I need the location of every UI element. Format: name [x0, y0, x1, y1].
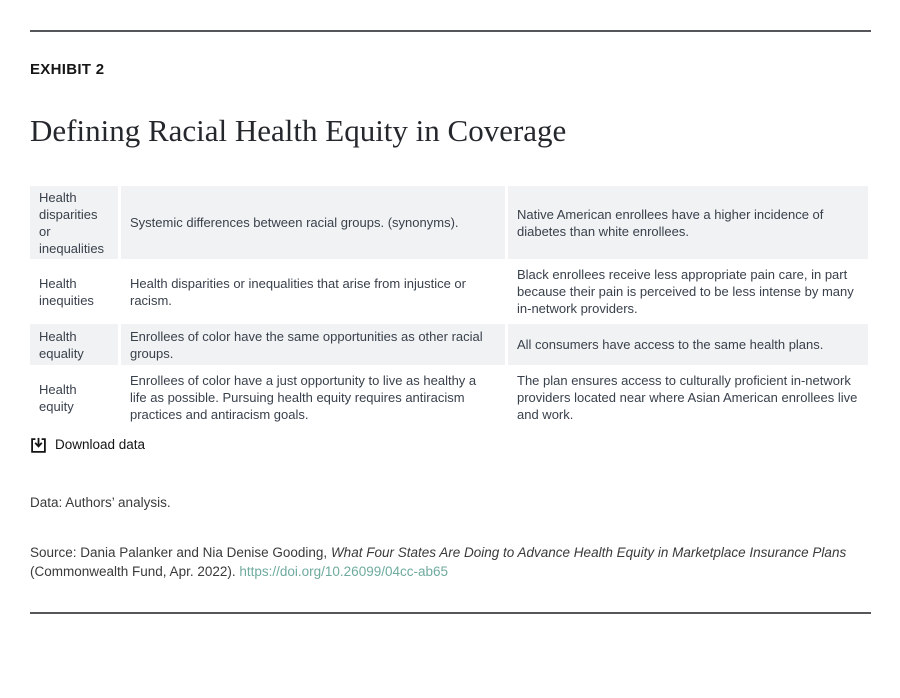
- source-publisher: (Commonwealth Fund, Apr. 2022).: [30, 563, 240, 579]
- example-cell: The plan ensures access to culturally proficient in-network providers located near where Asian American enrollees live and work.: [508, 368, 868, 427]
- term-cell: Health equality: [30, 324, 118, 365]
- download-tray-icon: [30, 437, 47, 454]
- exhibit-label: EXHIBIT 2: [30, 61, 105, 78]
- term-cell: Health disparities or inequalities: [30, 186, 118, 259]
- example-cell: All consumers have access to the same health plans.: [508, 324, 868, 365]
- exhibit-page: [0, 30, 900, 614]
- bottom-divider: [30, 612, 871, 614]
- term-cell: Health inequities: [30, 262, 118, 321]
- example-cell: Native American enrollees have a higher incidence of diabetes than white enrollees.: [508, 186, 868, 259]
- doi-link[interactable]: https://doi.org/10.26099/04cc-ab65: [239, 563, 449, 579]
- page-title: Defining Racial Health Equity in Coverage: [30, 113, 567, 148]
- data-note: Data: Authors’ analysis.: [30, 494, 171, 510]
- source-publication-title: What Four States Are Doing to Advance Health Equity in Marketplace Insurance Plans: [330, 544, 847, 560]
- source-note: [30, 543, 870, 581]
- term-cell: Health equity: [30, 368, 118, 427]
- top-divider: [30, 30, 871, 32]
- definition-cell: Enrollees of color have a just opportunity to live as healthy a life as possible. Pursuing health equity requires antiracism practices and antiracism goals.: [121, 368, 505, 427]
- download-data-label: Download data: [55, 437, 146, 452]
- definition-cell: Systemic differences between racial groups. (synonyms).: [121, 186, 505, 259]
- download-data-button[interactable]: [30, 436, 145, 454]
- example-cell: Black enrollees receive less appropriate pain care, in part because their pain is perceived to be less intense by many in-network providers.: [508, 262, 868, 321]
- definitions-table: [30, 186, 868, 427]
- source-prefix: Source: Dania Palanker and Nia Denise Gooding,: [30, 544, 331, 560]
- definition-cell: Health disparities or inequalities that arise from injustice or racism.: [121, 262, 505, 321]
- definition-cell: Enrollees of color have the same opportunities as other racial groups.: [121, 324, 505, 365]
